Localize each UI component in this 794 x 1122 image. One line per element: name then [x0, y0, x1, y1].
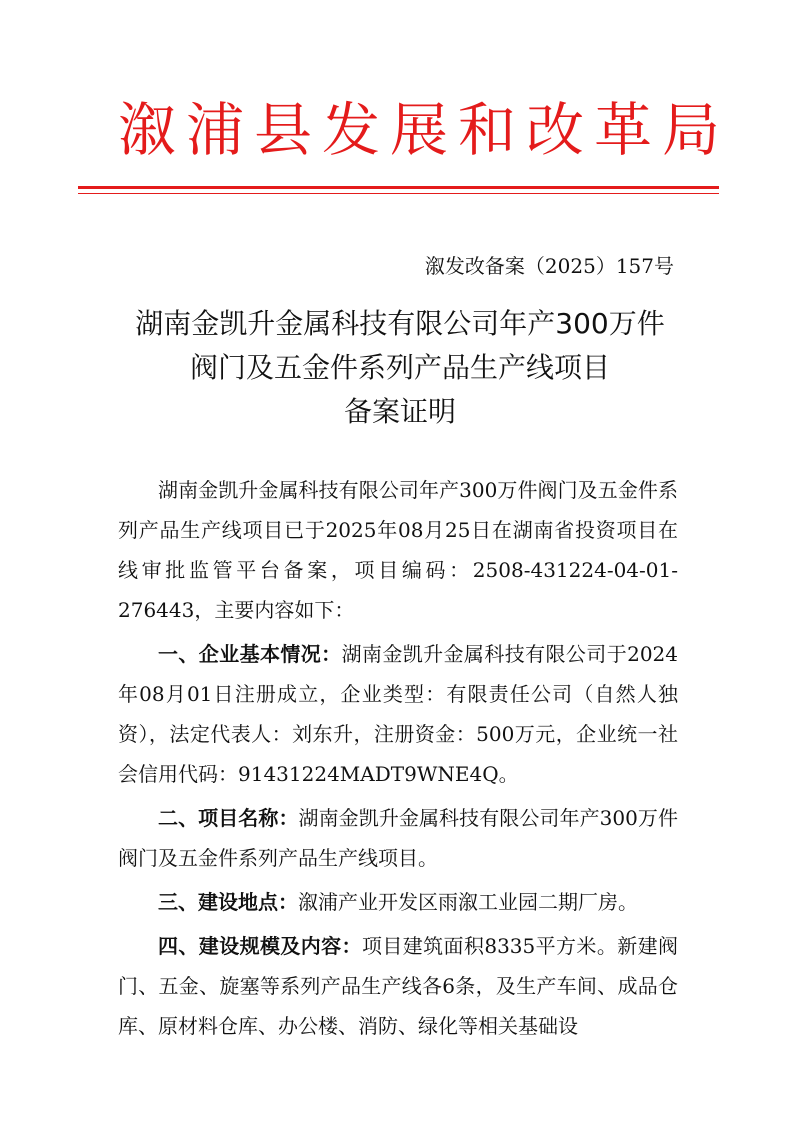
section-location [118, 882, 678, 922]
section-label: 四、建设规模及内容： [158, 934, 362, 958]
agency-masthead: 溆浦县发展和改革局 [118, 96, 731, 164]
section-label: 三、建设地点： [158, 890, 298, 914]
document-title [80, 302, 720, 434]
section-text: 溆浦产业开发区雨溆工业园二期厂房。 [298, 890, 638, 914]
red-header-rule-thin [78, 193, 719, 194]
section-text: 湖南金凯升金属科技有限公司于2024年08月01日注册成立，企业类型：有限责任公司（自然人独资），法定代表人：刘东升，注册资金：500万元，企业统一社会信用代码：91431224MADT9WNE4Q。 [118, 642, 678, 786]
document-number: 溆发改备案（2025）157号 [424, 254, 674, 278]
section-text: 湖南金凯升金属科技有限公司年产300万件阀门及五金件系列产品生产线项目。 [118, 806, 678, 870]
section-enterprise-info [118, 634, 678, 794]
section-label: 二、项目名称： [158, 806, 299, 830]
title-line-2: 阀门及五金件系列产品生产线项目 [189, 351, 610, 384]
title-line-1: 湖南金凯升金属科技有限公司年产300万件 [135, 307, 665, 340]
section-scale-content [118, 926, 678, 1046]
document-body [118, 470, 678, 1050]
section-label: 一、企业基本情况： [158, 642, 342, 666]
intro-paragraph: 湖南金凯升金属科技有限公司年产300万件阀门及五金件系列产品生产线项目已于2025年08月25日在湖南省投资项目在线审批监管平台备案，项目编码：2508-431224-04-01-276443，主要内容如下： [118, 478, 678, 622]
section-text: 项目建筑面积8335平方米。新建阀门、五金、旋塞等系列产品生产线各6条，及生产车间、成品仓库、原材料仓库、办公楼、消防、绿化等相关基础设 [118, 934, 679, 1038]
red-header-rule-thick [78, 186, 719, 189]
title-line-3: 备案证明 [343, 395, 456, 428]
section-project-name [118, 798, 678, 878]
